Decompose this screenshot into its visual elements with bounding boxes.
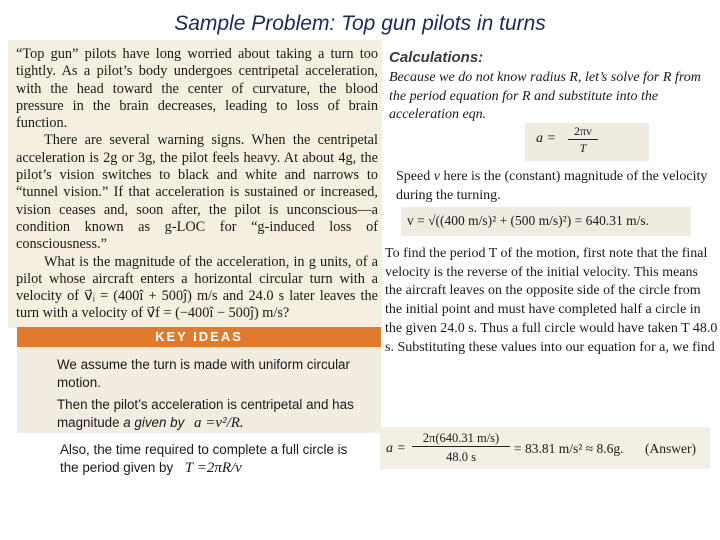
- problem-mid: and 24.0 s later leaves the turn with a velocity of: [16, 288, 379, 322]
- eq1-denominator: T: [579, 141, 587, 155]
- final-velocity: v⃗f = (−400î − 500ĵ) m/s?: [146, 305, 290, 322]
- period-equation: T =2πR/v: [184, 460, 242, 476]
- key-idea-period: [60, 441, 350, 477]
- problem-paragraph-1: “Top gun” pilots have long worried about taking a turn too tightly. As a pilot’s body undergoes centripetal acceleration, with the head toward the center of curvature, the blood pressure in the brain decreases, leading to loss of brain function.: [16, 46, 378, 132]
- speed-text: here is the (constant) magnitude of the velocity during the turning.: [396, 169, 708, 203]
- key-idea-period-text: Also, the time required to complete a full circle is the period given by: [60, 442, 348, 475]
- answer-result: = 83.81 m/s² ≈ 8.6g.: [514, 441, 624, 456]
- key-idea-uniform-motion: We assume the turn is made with uniform circular motion.: [57, 357, 350, 390]
- eq1-numerator: 2πv: [568, 124, 598, 140]
- key-ideas-banner: KEY IDEAS: [17, 327, 381, 347]
- problem-statement: [16, 46, 378, 323]
- key-idea-a-given: a given by: [123, 415, 185, 430]
- eq1-lhs: a =: [536, 131, 556, 146]
- problem-paragraph-3: [16, 254, 378, 323]
- answer-tag: (Answer): [645, 441, 696, 456]
- speed-equation: v = √((400 m/s)² + (500 m/s)²) = 640.31 m/s.: [407, 213, 649, 228]
- answer-denominator: 48.0 s: [446, 450, 476, 464]
- slide-title: Sample Problem: Top gun pilots in turns: [174, 12, 546, 35]
- initial-velocity: v⃗ᵢ = (400î + 500ĵ) m/s: [84, 288, 218, 305]
- problem-question: What is the magnitude of the acceleration, in g units, of a pilot whose aircraft enters a horizontal circular turn with a velocity of: [16, 253, 378, 305]
- answer-lhs: a =: [386, 441, 406, 456]
- speed-symbol: v: [433, 169, 440, 184]
- speed-label: Speed: [396, 169, 434, 184]
- key-idea-centripetal-text: Then the pilot’s acceleration is centripetal and has magnitude: [57, 397, 354, 430]
- period-explanation: To find the period T of the motion, first note that the final velocity is the reverse of the initial velocity. This means the aircraft leaves on the opposite side of the circle from the initial point and must have completed half a circle in the given 24.0 s. Thus a full circle would have taken T 48.0 s. Substituting these values into our equation for a, we find: [385, 246, 718, 355]
- centripetal-equation: a =v²/R.: [194, 415, 244, 431]
- problem-paragraph-2: There are several warning signs. When the centripetal acceleration is 2g or 3g, the pilot feels heavy. At about 4g, the pilot’s vision switches to black and white and narrows to “tunnel vision.” If that acceleration is sustained or increased, vision ceases and, soon after, the pilot is unconscious—a condition known as g-LOC for “g-induced loss of consciousness.”: [16, 132, 378, 253]
- calculations-heading: Calculations:: [389, 49, 484, 66]
- key-idea-centripetal: [57, 396, 357, 432]
- calc-intro: Because we do not know radius R, let’s solve for R from the period equation for R and substitute into the acceleration eqn.: [389, 70, 701, 122]
- speed-description: [396, 168, 718, 205]
- answer-numerator: 2π(640.31 m/s): [412, 431, 510, 447]
